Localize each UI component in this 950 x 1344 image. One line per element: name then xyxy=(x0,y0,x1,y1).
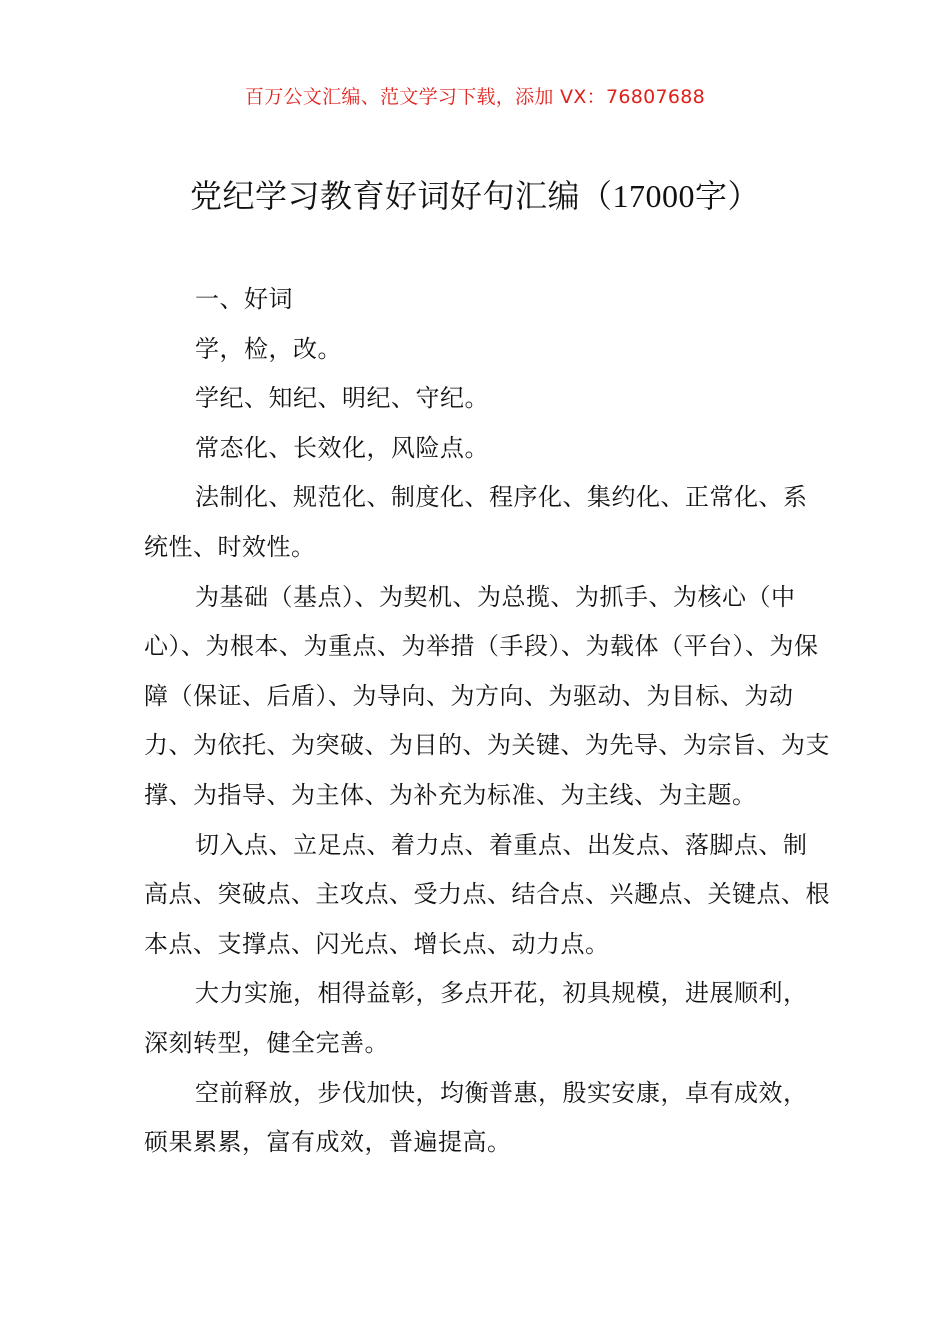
paragraph: 为基础（基点）、为契机、为总揽、为抓手、为核心（中心）、为根本、为重点、为举措（手段）、为载体（平台）、为保障（保证、后盾）、为导向、为方向、为驱动、为目标、为动力、为依托、为突破、为目的、为关键、为先导、为宗旨、为支撑、为指导、为主体、为补充为标准、为主线、为主题。 xyxy=(144,582,830,809)
paragraph: 学，检，改。 xyxy=(195,334,342,363)
document-title xyxy=(0,172,950,220)
section-heading: 一、好词 xyxy=(195,285,293,313)
paragraph: 常态化、长效化，风险点。 xyxy=(195,433,489,462)
title-word-count: 17000 xyxy=(612,178,695,214)
paragraph: 切入点、立足点、着力点、着重点、出发点、落脚点、制高点、突破点、主攻点、受力点、结合点、兴趣点、关键点、根本点、支撑点、闪光点、增长点、动力点。 xyxy=(144,830,830,958)
title-main: 党纪学习教育好词好句汇编（ xyxy=(189,177,613,215)
header-banner: 百万公文汇编、范文学习下载，添加 VX：76807688 xyxy=(244,86,706,108)
paragraph: 空前释放，步伐加快，均衡普惠，殷实安康，卓有成效，硕果累累，富有成效，普遍提高。 xyxy=(144,1078,808,1157)
paragraph: 法制化、规范化、制度化、程序化、集约化、正常化、系统性、时效性。 xyxy=(144,483,808,561)
paragraph: 学纪、知纪、明纪、守纪。 xyxy=(195,384,489,413)
document-body xyxy=(144,275,830,1168)
title-suffix: 字） xyxy=(695,177,761,215)
paragraph: 大力实施，相得益彰，多点开花，初具规模，进展顺利，深刻转型，健全完善。 xyxy=(144,979,808,1057)
